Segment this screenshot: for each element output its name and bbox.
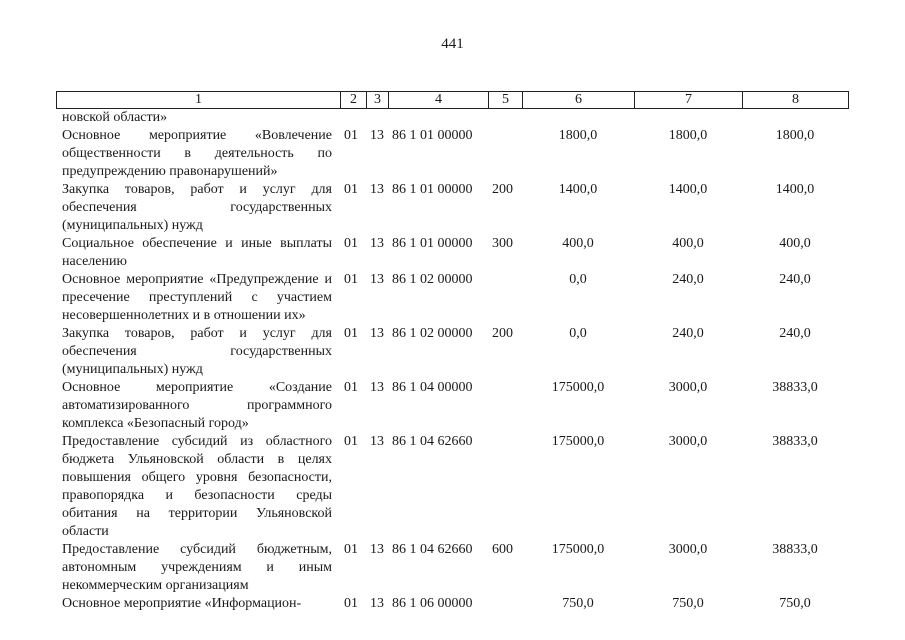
budget-table-body bbox=[56, 109, 848, 613]
header-row bbox=[57, 92, 849, 109]
table-row bbox=[56, 181, 848, 235]
expense-type-code: 200 bbox=[492, 326, 513, 341]
table-row bbox=[56, 433, 848, 541]
section-code bbox=[340, 109, 366, 127]
expense-type-code bbox=[488, 379, 522, 433]
amount-col-6 bbox=[522, 109, 634, 127]
target-article-code: 86 1 04 00000 bbox=[392, 380, 473, 395]
section-code: 01 bbox=[344, 380, 358, 395]
header-cell-5: 5 bbox=[489, 92, 523, 109]
expense-item-name: Предоставление субсидий бюджетным, автономным учреждениям и иным некоммерческим организациям bbox=[62, 542, 332, 593]
section-code: 01 bbox=[344, 272, 358, 287]
subsection-code: 13 bbox=[370, 596, 384, 611]
subsection-code: 13 bbox=[370, 128, 384, 143]
expense-type-code: 200 bbox=[492, 182, 513, 197]
amount-col-8: 1800,0 bbox=[775, 128, 815, 143]
amount-col-7: 1400,0 bbox=[668, 182, 708, 197]
target-article-code: 86 1 06 00000 bbox=[392, 596, 473, 611]
amount-col-8: 38833,0 bbox=[772, 380, 818, 395]
expense-type-code bbox=[488, 595, 522, 613]
amount-col-7: 750,0 bbox=[672, 596, 704, 611]
target-article-code: 86 1 04 62660 bbox=[392, 434, 473, 449]
subsection-code: 13 bbox=[370, 380, 384, 395]
amount-col-7: 3000,0 bbox=[668, 542, 708, 557]
expense-item-name: Предоставление субсидий из областного бюджета Ульяновской области в целях повышения общего уровня безопасности, правопорядка и безопасности среды обитания на территории Ульяновской области bbox=[62, 434, 332, 539]
expense-type-code bbox=[488, 127, 522, 181]
header-cell-8: 8 bbox=[743, 92, 849, 109]
table-row bbox=[56, 271, 848, 325]
subsection-code bbox=[366, 109, 388, 127]
amount-col-8: 1400,0 bbox=[775, 182, 815, 197]
table-row bbox=[56, 541, 848, 595]
section-code: 01 bbox=[344, 434, 358, 449]
header-cell-1: 1 bbox=[57, 92, 341, 109]
subsection-code: 13 bbox=[370, 542, 384, 557]
amount-col-6: 1400,0 bbox=[558, 182, 598, 197]
amount-col-7: 3000,0 bbox=[668, 434, 708, 449]
amount-col-6: 1800,0 bbox=[558, 128, 598, 143]
expense-item-name: Основное мероприятие «Вовлечение общественности в деятельность по предупреждению правонарушений» bbox=[62, 128, 332, 179]
amount-col-8: 38833,0 bbox=[772, 542, 818, 557]
table-row bbox=[56, 379, 848, 433]
expense-item-name: новской области» bbox=[62, 110, 168, 125]
subsection-code: 13 bbox=[370, 272, 384, 287]
expense-type-code bbox=[488, 109, 522, 127]
section-code: 01 bbox=[344, 236, 358, 251]
header-cell-3: 3 bbox=[367, 92, 389, 109]
table-row bbox=[56, 127, 848, 181]
header-cell-4: 4 bbox=[389, 92, 489, 109]
expense-item-name: Закупка товаров, работ и услуг для обеспечения государственных (муниципальных) нужд bbox=[62, 182, 332, 233]
target-article-code bbox=[388, 109, 488, 127]
section-code: 01 bbox=[344, 182, 358, 197]
amount-col-7: 1800,0 bbox=[668, 128, 708, 143]
expense-type-code: 300 bbox=[492, 236, 513, 251]
amount-col-7: 240,0 bbox=[672, 326, 704, 341]
expense-item-name: Основное мероприятие «Создание автоматизированного программного комплекса «Безопасный город» bbox=[62, 380, 332, 431]
subsection-code: 13 bbox=[370, 182, 384, 197]
amount-col-6: 175000,0 bbox=[551, 434, 605, 449]
subsection-code: 13 bbox=[370, 236, 384, 251]
target-article-code: 86 1 01 00000 bbox=[392, 182, 473, 197]
amount-col-8 bbox=[742, 109, 848, 127]
page-number: 441 bbox=[441, 36, 464, 52]
subsection-code: 13 bbox=[370, 326, 384, 341]
target-article-code: 86 1 02 00000 bbox=[392, 272, 473, 287]
expense-type-code bbox=[488, 271, 522, 325]
amount-col-6: 0,0 bbox=[569, 326, 587, 341]
expense-type-code bbox=[488, 433, 522, 541]
header-cell-7: 7 bbox=[635, 92, 743, 109]
header-cell-2: 2 bbox=[341, 92, 367, 109]
target-article-code: 86 1 04 62660 bbox=[392, 542, 473, 557]
amount-col-6: 175000,0 bbox=[551, 542, 605, 557]
budget-table bbox=[56, 109, 848, 613]
section-code: 01 bbox=[344, 326, 358, 341]
amount-col-6: 400,0 bbox=[562, 236, 594, 251]
expense-type-code: 600 bbox=[492, 542, 513, 557]
expense-item-name: Закупка товаров, работ и услуг для обеспечения государственных (муниципальных) нужд bbox=[62, 326, 332, 377]
amount-col-8: 240,0 bbox=[779, 272, 811, 287]
section-code: 01 bbox=[344, 596, 358, 611]
amount-col-7: 400,0 bbox=[672, 236, 704, 251]
amount-col-7: 240,0 bbox=[672, 272, 704, 287]
table-row bbox=[56, 235, 848, 271]
target-article-code: 86 1 01 00000 bbox=[392, 236, 473, 251]
amount-col-6: 175000,0 bbox=[551, 380, 605, 395]
amount-col-7 bbox=[634, 109, 742, 127]
expense-item-name: Основное мероприятие «Предупреждение и пресечение преступлений с участием несовершеннолетних и в отношении их» bbox=[62, 272, 332, 323]
header-cell-6: 6 bbox=[523, 92, 635, 109]
column-number-header bbox=[56, 91, 849, 109]
amount-col-8: 240,0 bbox=[779, 326, 811, 341]
amount-col-7: 3000,0 bbox=[668, 380, 708, 395]
section-code: 01 bbox=[344, 128, 358, 143]
table-row bbox=[56, 109, 848, 127]
amount-col-6: 750,0 bbox=[562, 596, 594, 611]
section-code: 01 bbox=[344, 542, 358, 557]
target-article-code: 86 1 01 00000 bbox=[392, 128, 473, 143]
amount-col-8: 400,0 bbox=[779, 236, 811, 251]
table-row bbox=[56, 595, 848, 613]
subsection-code: 13 bbox=[370, 434, 384, 449]
expense-item-name: Основное мероприятие «Информацион- bbox=[62, 596, 302, 611]
amount-col-8: 750,0 bbox=[779, 596, 811, 611]
expense-item-name: Социальное обеспечение и иные выплаты населению bbox=[62, 236, 332, 269]
table-row bbox=[56, 325, 848, 379]
target-article-code: 86 1 02 00000 bbox=[392, 326, 473, 341]
amount-col-6: 0,0 bbox=[569, 272, 587, 287]
amount-col-8: 38833,0 bbox=[772, 434, 818, 449]
